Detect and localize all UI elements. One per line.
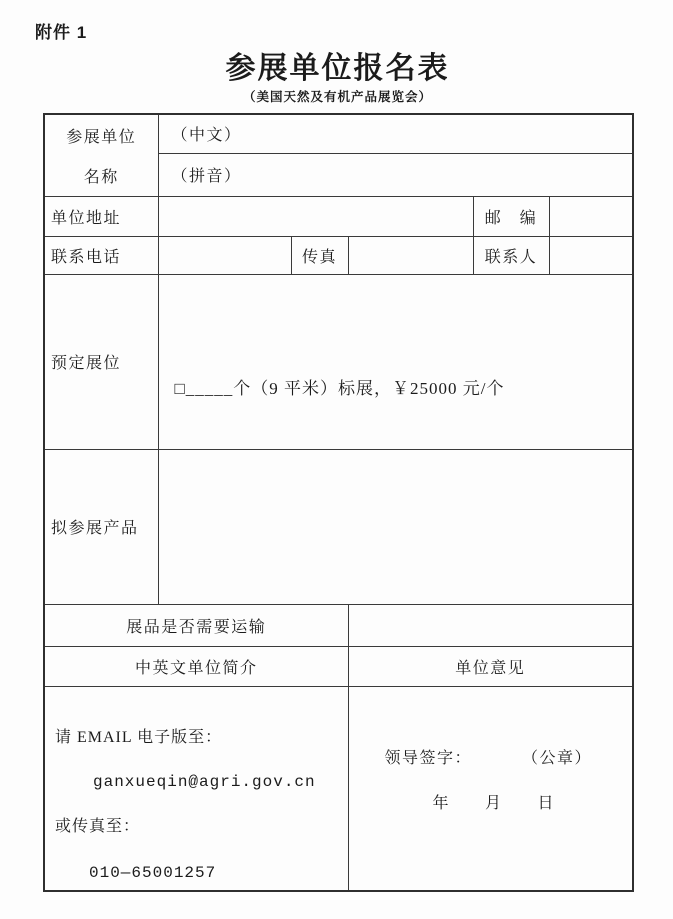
booth-label: 预定展位 [44, 274, 158, 449]
form-title: 参展单位报名表 [225, 52, 450, 85]
unit-name-pinyin-placeholder: （拼音） [171, 168, 242, 185]
unit-name-pinyin-cell [158, 153, 633, 196]
booth-option-cell [158, 274, 633, 449]
leader-signature-label: 领导签字： [384, 750, 473, 768]
phone-value-cell [158, 236, 291, 274]
contact-person-value-cell [549, 236, 633, 274]
unit-name-label-cell [44, 114, 158, 196]
date-line: 年 月 日 [432, 795, 556, 813]
address-label: 单位地址 [44, 196, 158, 236]
unit-name-chinese-cell [158, 114, 633, 153]
fax-instruction-label: 或传真至： [55, 817, 141, 835]
postcode-label: 邮 编 [473, 196, 549, 236]
products-label: 拟参展产品 [44, 449, 158, 604]
form-subtitle: （美国天然及有机产品展览会） [242, 90, 432, 104]
shipping-answer-cell [348, 604, 633, 646]
fax-number-text: 010—65001257 [89, 863, 217, 882]
postcode-value-cell [549, 196, 633, 236]
unit-name-chinese-placeholder: （中文） [171, 127, 242, 145]
attachment-label: 附件 1 [35, 23, 88, 42]
opinion-label: 单位意见 [348, 646, 633, 686]
booth-option-text: □_____个（9 平米）标展，￥25000 元/个 [174, 379, 505, 398]
phone-label: 联系电话 [44, 236, 158, 274]
contact-person-label: 联系人 [473, 236, 549, 274]
official-seal-label: （公章） [522, 750, 593, 768]
signature-cell [348, 686, 633, 891]
intro-label: 中英文单位简介 [44, 646, 348, 686]
submission-info-cell [44, 686, 348, 891]
registration-form-table [43, 113, 634, 892]
fax-label: 传真 [291, 236, 348, 274]
fax-value-cell [348, 236, 473, 274]
unit-name-label-line1: 参展单位 [66, 128, 137, 146]
address-value-cell [158, 196, 473, 236]
unit-name-label-line2: 名称 [83, 168, 119, 186]
signature-block [349, 745, 633, 831]
shipping-label: 展品是否需要运输 [44, 604, 348, 646]
email-instruction-label: 请 EMAIL 电子版至： [55, 728, 223, 746]
email-address-text: ganxueqin@agri.gov.cn [93, 772, 316, 791]
products-value-cell [158, 449, 633, 604]
